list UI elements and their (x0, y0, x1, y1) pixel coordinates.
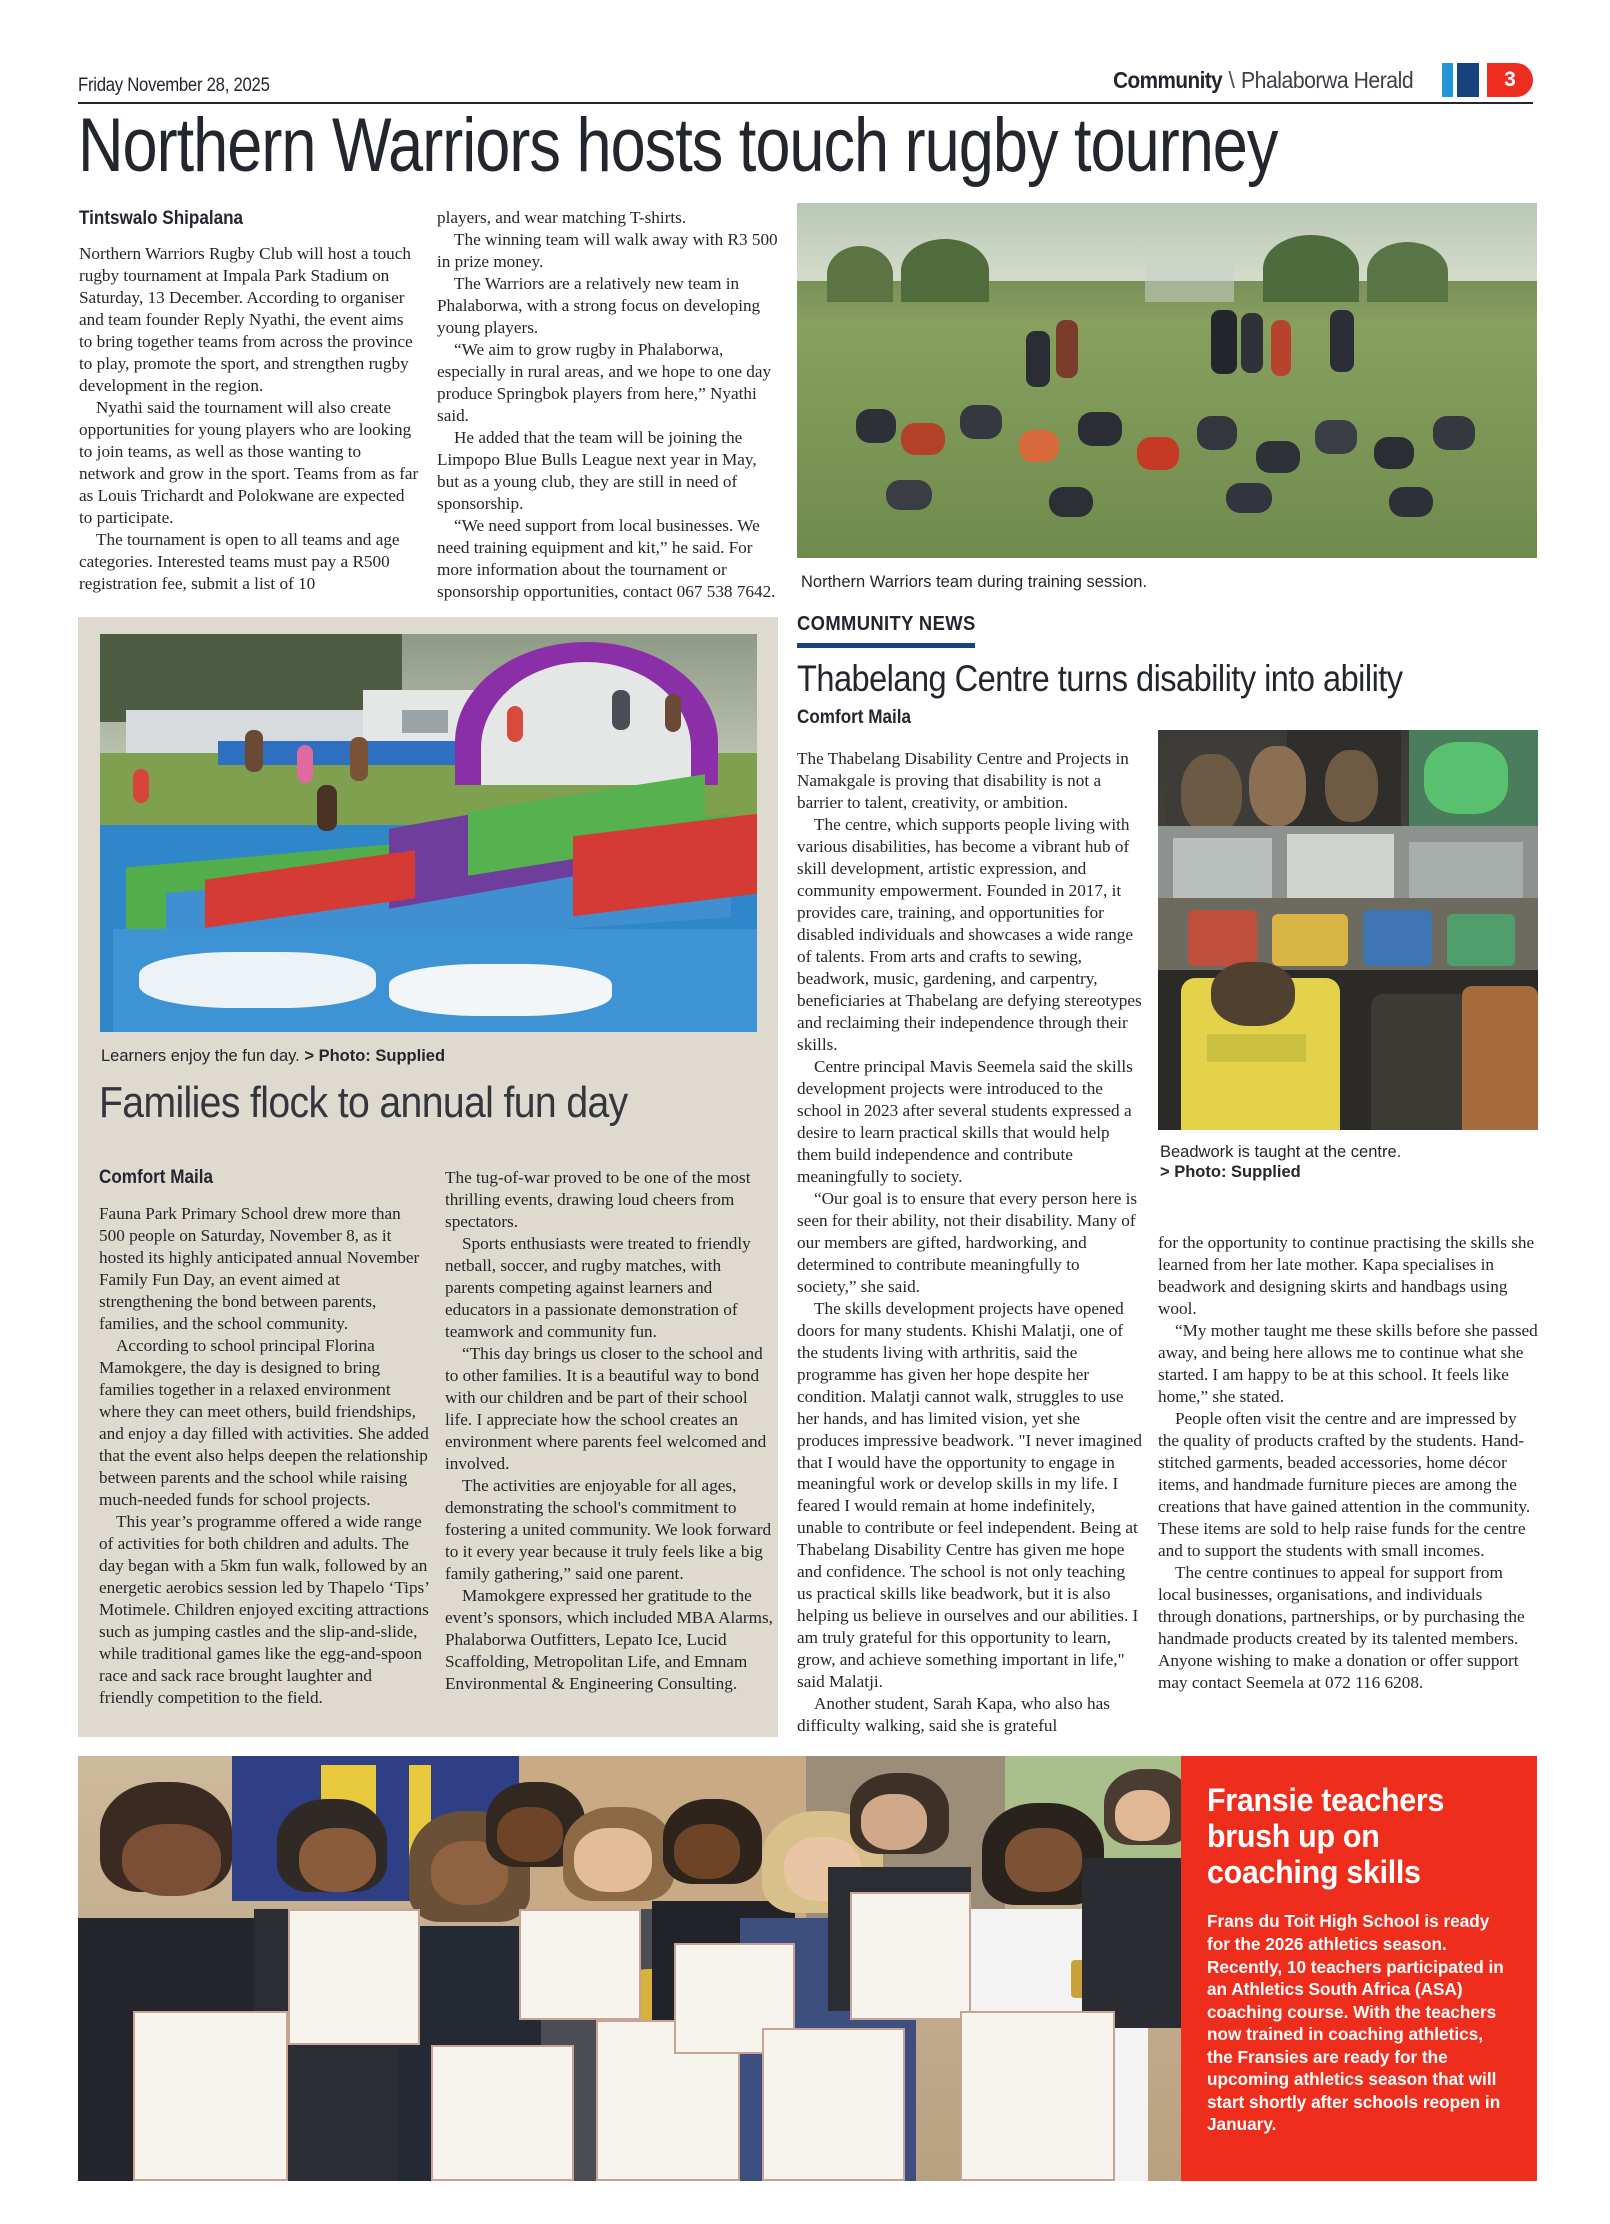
paragraph: People often visit the centre and are impressed by the quality of products crafted by the students. Hand-stitched garments, beaded accessories, home décor items, and handmade furniture pieces are among the creations that have gained attention in the community. These items are sold to help raise funds for the centre and to support the students with small incomes. (1158, 1408, 1531, 1560)
funday-column-2 (445, 1167, 775, 1695)
community-news-kicker (797, 613, 991, 648)
paragraph: Sports enthusiasts were treated to friendly netball, soccer, and rugby matches, with parents competing against learners and educators in a passionate demonstration of teamwork and community fun. (445, 1233, 751, 1341)
thabelang-column-2 (1158, 1232, 1538, 1694)
paragraph: The tug-of-war proved to be one of the most thrilling events, drawing loud cheers from spectators. (445, 1168, 751, 1231)
fransie-body-text: Frans du Toit High School is ready for the 2026 athletics season. Recently, 10 teachers participated in an Athletics South Africa (ASA) coaching course. With the teachers now trained in coaching athletics, the Fransies are ready for the upcoming athletics season that will start shortly after schools reopen in January. (1207, 1911, 1504, 2135)
paragraph: The Thabelang Disability Centre and Projects in Namakgale is proving that disability is not a barrier to talent, creativity, or ambition. (797, 749, 1129, 812)
funday-headline: Families flock to annual fun day (99, 1078, 628, 1127)
paragraph: Nyathi said the tournament will also create opportunities for young players who are looking to join teams, as well as those wanting to network and grow in the sport. Teams from as far as Louis Trichardt and Polokwane are expected to participate. (79, 397, 419, 527)
paragraph: Mamokgere expressed her gratitude to the event’s sponsors, which included MBA Alarms, Phalaborwa Outfitters, Lepato Ice, Lucid Scaffolding, Metropolitan Life, and Emnam Environmental & Engineering Consulting. (445, 1585, 773, 1693)
funday-photo (100, 634, 757, 1032)
photo-credit: > Photo: Supplied (304, 1047, 446, 1065)
caption-text: Beadwork is taught at the centre. (1160, 1143, 1402, 1161)
lead-column-2 (437, 207, 779, 603)
funday-photo-caption (101, 1046, 756, 1066)
funday-byline: Comfort Maila (99, 1167, 214, 1188)
beadwork-photo-caption (1160, 1142, 1540, 1182)
masthead (78, 58, 1533, 104)
paragraph: Northern Warriors Rugby Club will host a touch rugby tournament at Impala Park Stadium on Saturday, 13 December. According to organiser and team founder Reply Nyathi, the event aims to bring together teams from across the province to play, promote the sport, and strengthen rugby development in the region. (79, 244, 413, 395)
caption-text: Learners enjoy the fun day. (101, 1047, 300, 1065)
fransie-highlight-box (1181, 1756, 1537, 2181)
paragraph: Centre principal Mavis Seemela said the skills development projects were introduced to the school in 2023 after several students expressed a desire to learn practical skills that would help them build independence and contribute meaningfully to society. (797, 1056, 1133, 1186)
masthead-branding (1101, 63, 1533, 97)
kicker-underline (797, 643, 975, 648)
paragraph: The tournament is open to all teams and age categories. Interested teams must pay a R500 registration fee, submit a list of 10 (79, 529, 400, 593)
paragraph: This year’s programme offered a wide range of activities for both children and adults. The day began with a 5km fun walk, followed by an energetic aerobics session led by Thapelo ‘Tips’ Motimele. Children enjoyed exciting attractions such as jumping castles and the slip-and-slide, while traditional games like the egg-and-spoon race and sack race brought laughter and friendly competition to the field. (99, 1511, 429, 1707)
lead-headline: Northern Warriors hosts touch rugby tourney (78, 103, 1278, 188)
paragraph: The skills development projects have opened doors for many students. Khishi Malatji, one of the students living with arthritis, said the programme has given her hope despite her condition. Malatji cannot walk, struggles to use her hands, and has limited vision, yet she produces impressive beadwork. "I never imagined that I would have the opportunity to engage in meaningful work or develop skills in my life. I feared I would remain at home indefinitely, unable to contribute or feel independent. Being at Thabelang Disability Centre has given me hope and confidence. The school is not only teaching us practical skills like beadwork, but it is also helping us believe in ourselves and our abilities. I am truly grateful for this opportunity to learn, grow, and achieve something important in life," said Malatji. (797, 1298, 1142, 1692)
paragraph: players, and wear matching T-shirts. (437, 208, 687, 227)
paragraph: “Our goal is to ensure that every person here is seen for their ability, not their disability. Many of our members are gifted, hardworking, and determined to contribute meaningfully to society,” she said. (797, 1188, 1138, 1296)
thabelang-headline: Thabelang Centre turns disability into ability (797, 658, 1403, 699)
funday-column-1 (99, 1203, 429, 1709)
photo-credit: > Photo: Supplied (1160, 1163, 1301, 1182)
lead-column-1 (79, 243, 421, 595)
paragraph: The centre, which supports people living with various disabilities, has become a vibrant hub of skill development, artistic expression, and community empowerment. Founded in 2017, it provides care, training, and opportunities for disabled individuals and showcases a wide range of talents. From arts and crafts to sewing, beadwork, music, gardening, and carpentry, beneficiaries at Thabelang are defying stereotypes and reclaiming their independence through their skills. (797, 814, 1142, 1054)
paragraph: He added that the team will be joining the Limpopo Blue Bulls League next year in May, but as a young club, they are still in need of sponsorship. (437, 427, 757, 513)
flag-bars-icon (1442, 63, 1479, 97)
paragraph: The activities are enjoyable for all ages, demonstrating the school's commitment to fostering a united community. We look forward to it every year because it truly feels like a big family gathering,” said one parent. (445, 1475, 772, 1583)
paragraph: “My mother taught me these skills before she passed away, and being here allows me to continue what she started. I am happy to be at this school. It feels like home,” she stated. (1158, 1320, 1538, 1406)
kicker-label: COMMUNITY NEWS (797, 613, 976, 635)
rugby-photo-caption: Northern Warriors team during training session. (801, 573, 1148, 591)
beadwork-photo (1158, 730, 1538, 1130)
brand-separator: \ (1228, 66, 1235, 93)
paragraph: “We need support from local businesses. We need training equipment and kit,” he said. For more information about the tournament or sponsorship opportunities, contact 067 538 7642. (437, 515, 776, 601)
thabelang-byline: Comfort Maila (797, 707, 912, 728)
lead-byline: Tintswalo Shipalana (79, 208, 244, 229)
fransie-teachers-photo (78, 1756, 1181, 2181)
brand-community-label: Community (1113, 66, 1223, 93)
paragraph: Fauna Park Primary School drew more than 500 people on Saturday, November 8, as it hosted its highly anticipated annual November Family Fun Day, an event aimed at strengthening the bond between parents, families, and the school community. (99, 1204, 420, 1333)
paragraph: “We aim to grow rugby in Phalaborwa, especially in rural areas, and we hope to one day produce Springbok players from here,” Nyathi said. (437, 339, 772, 425)
paragraph: for the opportunity to continue practising the skills she learned from her late mother. Kapa specialises in beadwork and designing skirts and handbags using wool. (1158, 1233, 1535, 1318)
paragraph: “This day brings us closer to the school and to other families. It is a beautiful way to bond with our children and be part of their school life. I appreciate how the school creates an environment where parents feel welcomed and involved. (445, 1343, 767, 1473)
issue-date: Friday November 28, 2025 (78, 75, 270, 96)
paragraph: The winning team will walk away with R3 500 in prize money. (437, 229, 778, 271)
brand-herald-label: Phalaborwa Herald (1240, 66, 1414, 93)
paragraph: The Warriors are a relatively new team in Phalaborwa, with a strong focus on developing young players. (437, 273, 761, 337)
paragraph: Another student, Sarah Kapa, who also has difficulty walking, said she is grateful (797, 1694, 1110, 1736)
rugby-training-photo (797, 203, 1537, 558)
thabelang-column-1 (797, 748, 1143, 1737)
paragraph: The centre continues to appeal for support from local businesses, organisations, and individuals through donations, partnerships, or by purchasing the handmade products created by its talented members. Anyone wishing to make a donation or offer support may contact Seemela at 072 116 6208. (1158, 1562, 1525, 1692)
fransie-headline: Fransie teachers brush up on coaching skills (1207, 1782, 1445, 1891)
paragraph: According to school principal Florina Mamokgere, the day is designed to bring families together in a relaxed environment where they can meet others, build friendships, and enjoy a day filled with activities. She added that the event also helps deepen the relationship between parents and the school while raising much-needed funds for school projects. (99, 1335, 429, 1509)
page-number-badge: 3 (1487, 63, 1533, 97)
